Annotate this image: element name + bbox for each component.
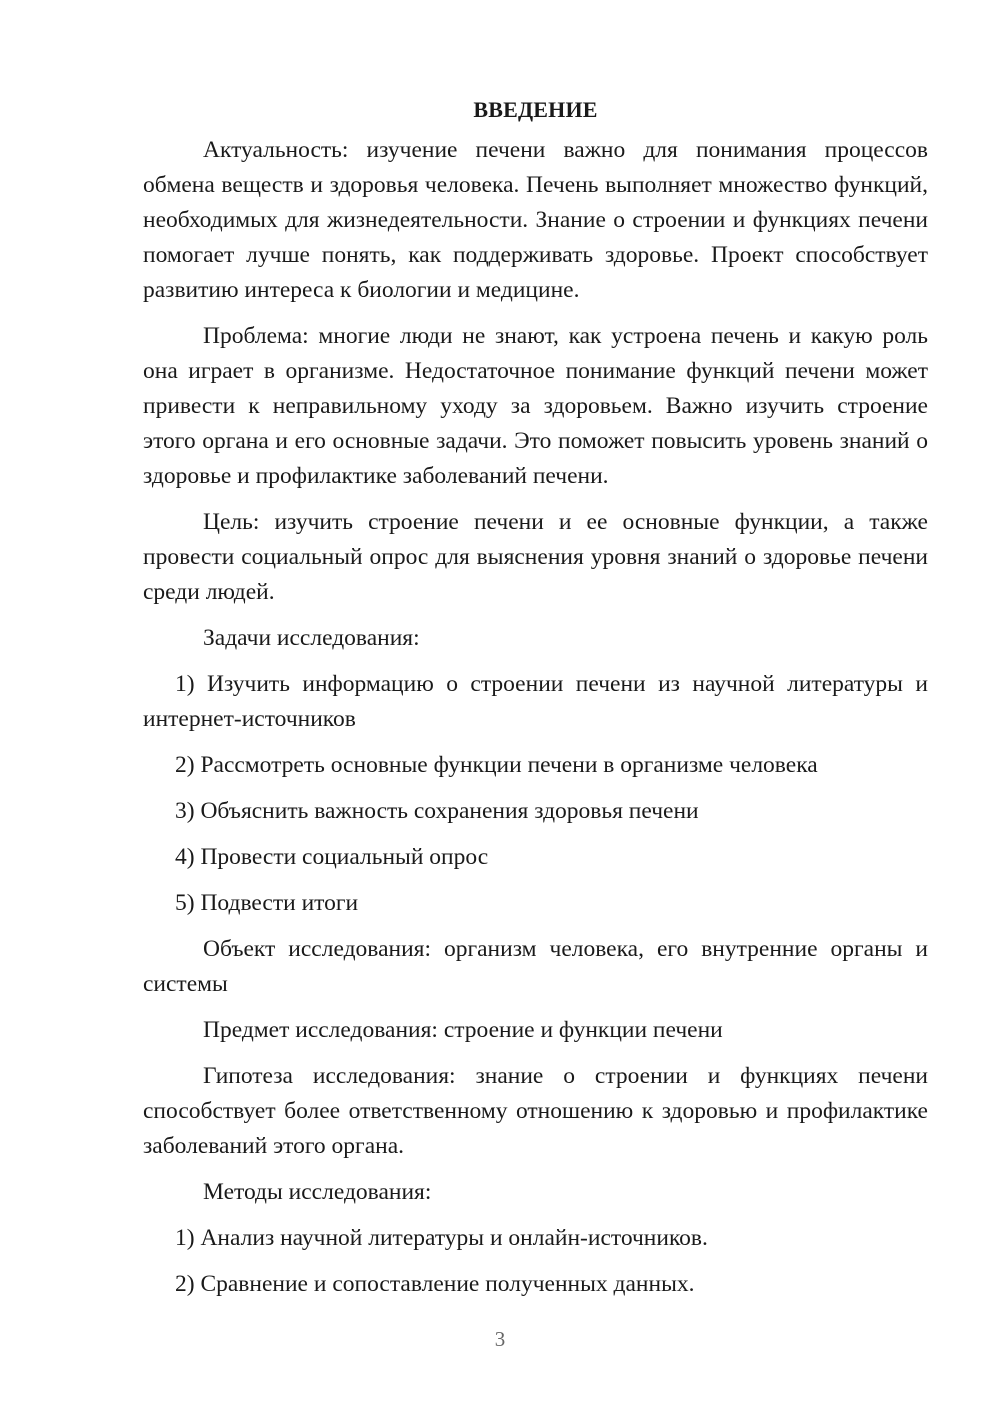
method-item-2: 2) Сравнение и сопоставление полученных данных. xyxy=(175,1271,695,1297)
task-item-2: 2) Рассмотреть основные функции печени в организме человека xyxy=(175,752,818,778)
tasks-title: Задачи исследования: xyxy=(203,625,420,651)
spacer xyxy=(143,308,928,319)
task-item-5: 5) Подвести итоги xyxy=(175,890,359,916)
spacer xyxy=(143,829,928,840)
method-item-1: 1) Анализ научной литературы и онлайн-источников. xyxy=(175,1225,708,1251)
problem-paragraph: Проблема: многие люди не знают, как устроена печень и какую роль она играет в организме. Недостаточное понимание функций печени может привести к неправильному уходу за здоровьем. Важно изучить строение этого органа и его основные задачи. Это поможет повысить уровень знаний о здоровье и профилактике заболеваний печени. xyxy=(143,323,928,489)
spacer xyxy=(143,737,928,748)
relevance-paragraph: Актуальность: изучение печени важно для понимания процессов обмена веществ и здоровья человека. Печень выполняет множество функций, необходимых для жизнедеятельности. Знание о строении и функциях печени помогает лучше понять, как поддерживать здоровье. Проект способствует развитию интереса к биологии и медицине. xyxy=(143,137,928,303)
spacer xyxy=(143,1048,928,1059)
spacer xyxy=(143,1256,928,1267)
spacer xyxy=(143,1164,928,1175)
hypothesis-paragraph: Гипотеза исследования: знание о строении и функциях печени способствует более ответственному отношению к здоровью и профилактике заболеваний этого органа. xyxy=(143,1063,928,1159)
object-paragraph: Объект исследования: организм человека, его внутренние органы и системы xyxy=(143,936,928,997)
spacer xyxy=(143,1002,928,1013)
spacer xyxy=(143,656,928,667)
task-item-4: 4) Провести социальный опрос xyxy=(175,844,489,870)
spacer xyxy=(143,494,928,505)
task-item-3: 3) Объяснить важность сохранения здоровья печени xyxy=(175,798,699,824)
page-number: 3 xyxy=(494,1327,506,1351)
page-content xyxy=(143,92,928,1302)
spacer xyxy=(143,1210,928,1221)
spacer xyxy=(143,921,928,932)
spacer xyxy=(143,610,928,621)
spacer xyxy=(143,875,928,886)
goal-paragraph: Цель: изучить строение печени и ее основные функции, а также провести социальный опрос для выяснения уровня знаний о здоровье печени среди людей. xyxy=(143,509,928,605)
subject-paragraph: Предмет исследования: строение и функции печени xyxy=(203,1017,723,1043)
task-item-1: 1) Изучить информацию о строении печени из научной литературы и интернет-источников xyxy=(143,671,928,732)
section-heading: ВВЕДЕНИЕ xyxy=(473,97,598,122)
spacer xyxy=(143,783,928,794)
methods-title: Методы исследования: xyxy=(203,1179,432,1205)
